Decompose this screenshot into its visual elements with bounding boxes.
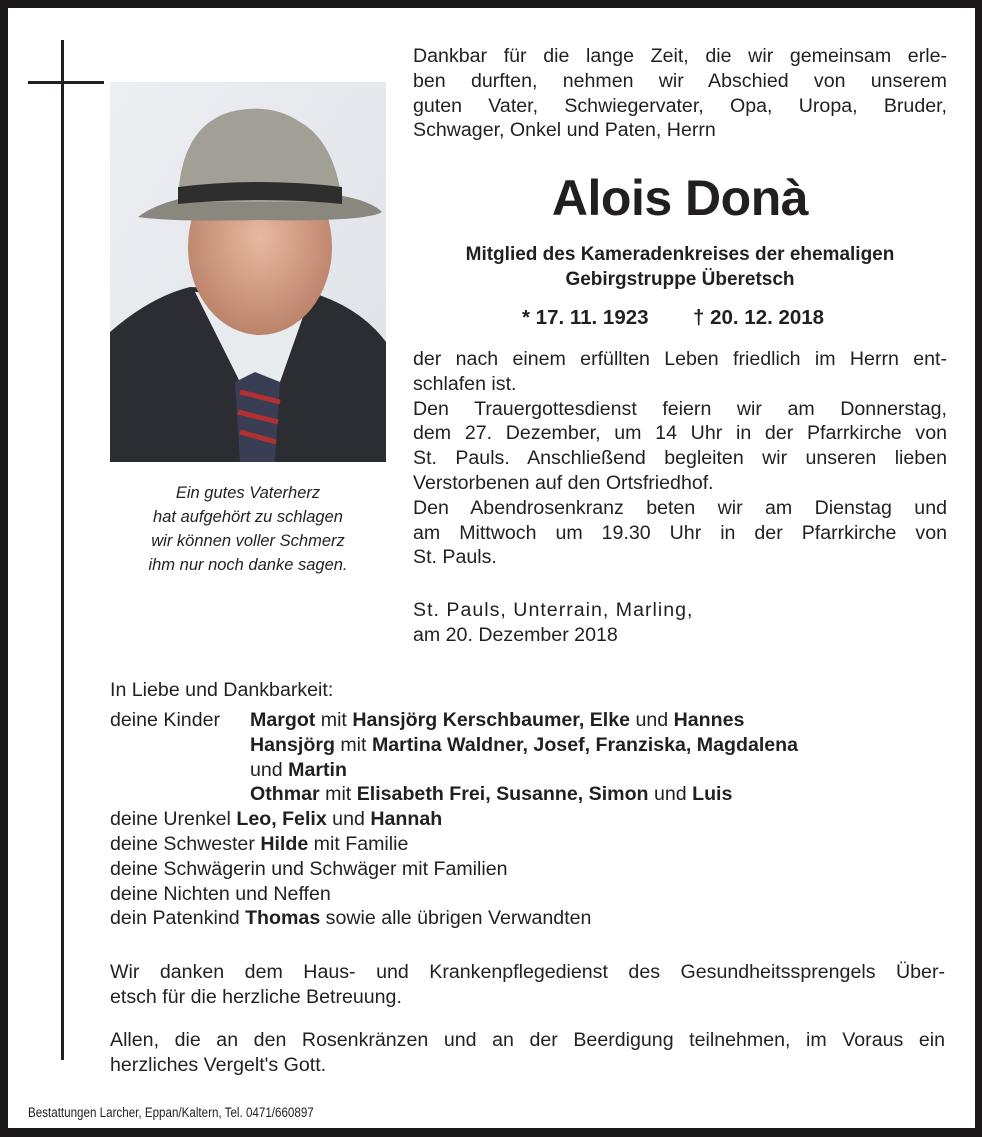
death-date: † 20. 12. 2018 [693,306,825,329]
family-line [110,857,950,882]
text-line: herzliches Vergelt's Gott. [110,1053,327,1076]
family-text: mit [334,733,372,756]
family-text: mit Familie [308,832,409,855]
family-list [110,708,950,931]
body-text [413,347,947,570]
family-line [110,782,950,807]
text-line: Dankbar für die lange Zeit, die wir gemeinsam erle- [413,45,947,67]
family-member-name: Hansjörg [250,733,335,756]
family-line [110,733,950,758]
text-line: St. Pauls. [413,546,497,569]
family-heading: In Liebe und Dankbarkeit: [110,679,334,701]
family-text: und [250,758,289,781]
family-member-name: Hannes [673,709,745,731]
family-text: und [326,808,371,831]
text-line: St. Pauls, Unterrain, Marling, [413,599,694,621]
family-member-name: Leo, Felix [236,808,327,831]
family-line [110,906,950,931]
text-line: Verstorbenen auf den Ortsfriedhof. [413,471,714,494]
family-member-name: Martina Waldner, Josef, Franziska, Magdalena [371,733,799,756]
photo-caption [110,481,386,577]
text-line: dem 27. Dezember, um 14 Uhr in der Pfarrkirche von [413,422,947,445]
text-line: am 20. Dezember 2018 [413,623,618,646]
text-line: Wir danken dem Haus- und Krankenpflegedienst des Gesundheitssprengels Über- [110,961,945,983]
family-member-name: Luis [692,783,733,806]
text-line: guten Vater, Schwiegervater, Opa, Uropa, Bruder, [413,94,947,117]
place-date [413,598,947,648]
text-line: Ein gutes Vaterherz [175,484,321,502]
family-text: deine Nichten und Neffen [110,882,331,905]
membership-text [413,243,947,293]
text-line: wir können voller Schmerz [151,532,345,550]
funeral-home-footer: Bestattungen Larcher, Eppan/Kaltern, Tel. 0471/660897 [28,1105,314,1120]
family-text: sowie alle übrigen Verwandten [320,907,592,930]
family-member-name: Margot [250,709,316,731]
family-line [110,758,950,783]
portrait-photo [110,82,386,462]
family-text: mit [315,709,353,731]
family-member-name: Hannah [370,808,443,831]
family-line [110,807,950,832]
family-text: dein Patenkind [110,907,246,930]
text-line: etsch für die herzliche Betreuung. [110,985,402,1008]
family-text: mit [319,783,357,806]
intro-text [413,44,947,143]
family-member-name: Hilde [260,832,309,855]
text-line: Allen, die an den Rosenkränzen und an der Beerdigung teilnehmen, im Voraus ein [110,1029,945,1051]
cross-icon-vertical [61,40,64,1060]
text-line: schlafen ist. [413,372,517,395]
family-text: und [630,709,674,731]
text-line: am Mittwoch um 19.30 Uhr in der Pfarrkirche von [413,521,947,544]
family-text: deine Schwester [110,832,261,855]
thanks-text [110,960,945,1010]
text-line: Mitglied des Kameradenkreises der ehemaligen [465,244,895,265]
family-member-name: Elisabeth Frei, Susanne, Simon [356,783,649,806]
text-line: ihm nur noch danke sagen. [148,556,348,574]
text-line: Den Trauergottesdienst feiern wir am Donnerstag, [413,397,947,420]
text-line: hat aufgehört zu schlagen [153,508,343,526]
family-text: deine Schwägerin und Schwäger mit Familien [110,857,508,880]
text-line: St. Pauls. Anschließend begleiten wir unseren lieben [413,447,947,470]
text-line: Gebirgstruppe Überetsch [565,268,795,290]
obituary-notice [8,8,975,1128]
family-member-name: Thomas [245,907,321,930]
family-line [110,882,950,907]
family-text: deine Urenkel [110,808,237,831]
text-line: ben durften, nehmen wir Abschied von unserem [413,69,947,92]
birth-date: * 17. 11. 1923 [522,306,649,329]
closing-text [110,1028,945,1078]
family-member-name: Martin [288,758,347,781]
family-line [110,708,950,733]
family-member-name: Hansjörg Kerschbaumer, Elke [352,709,631,731]
family-text: und [648,783,693,806]
family-label: deine Kinder [110,709,221,731]
deceased-name: Alois Donà [551,170,809,226]
text-line: Den Abendrosenkranz beten wir am Dienstag und [413,496,947,519]
cross-icon-horizontal [28,81,104,84]
text-line: Schwager, Onkel und Paten, Herrn [413,119,716,142]
family-line [110,832,950,857]
family-member-name: Othmar [250,783,320,806]
text-line: der nach einem erfüllten Leben friedlich im Herrn ent- [413,348,947,370]
